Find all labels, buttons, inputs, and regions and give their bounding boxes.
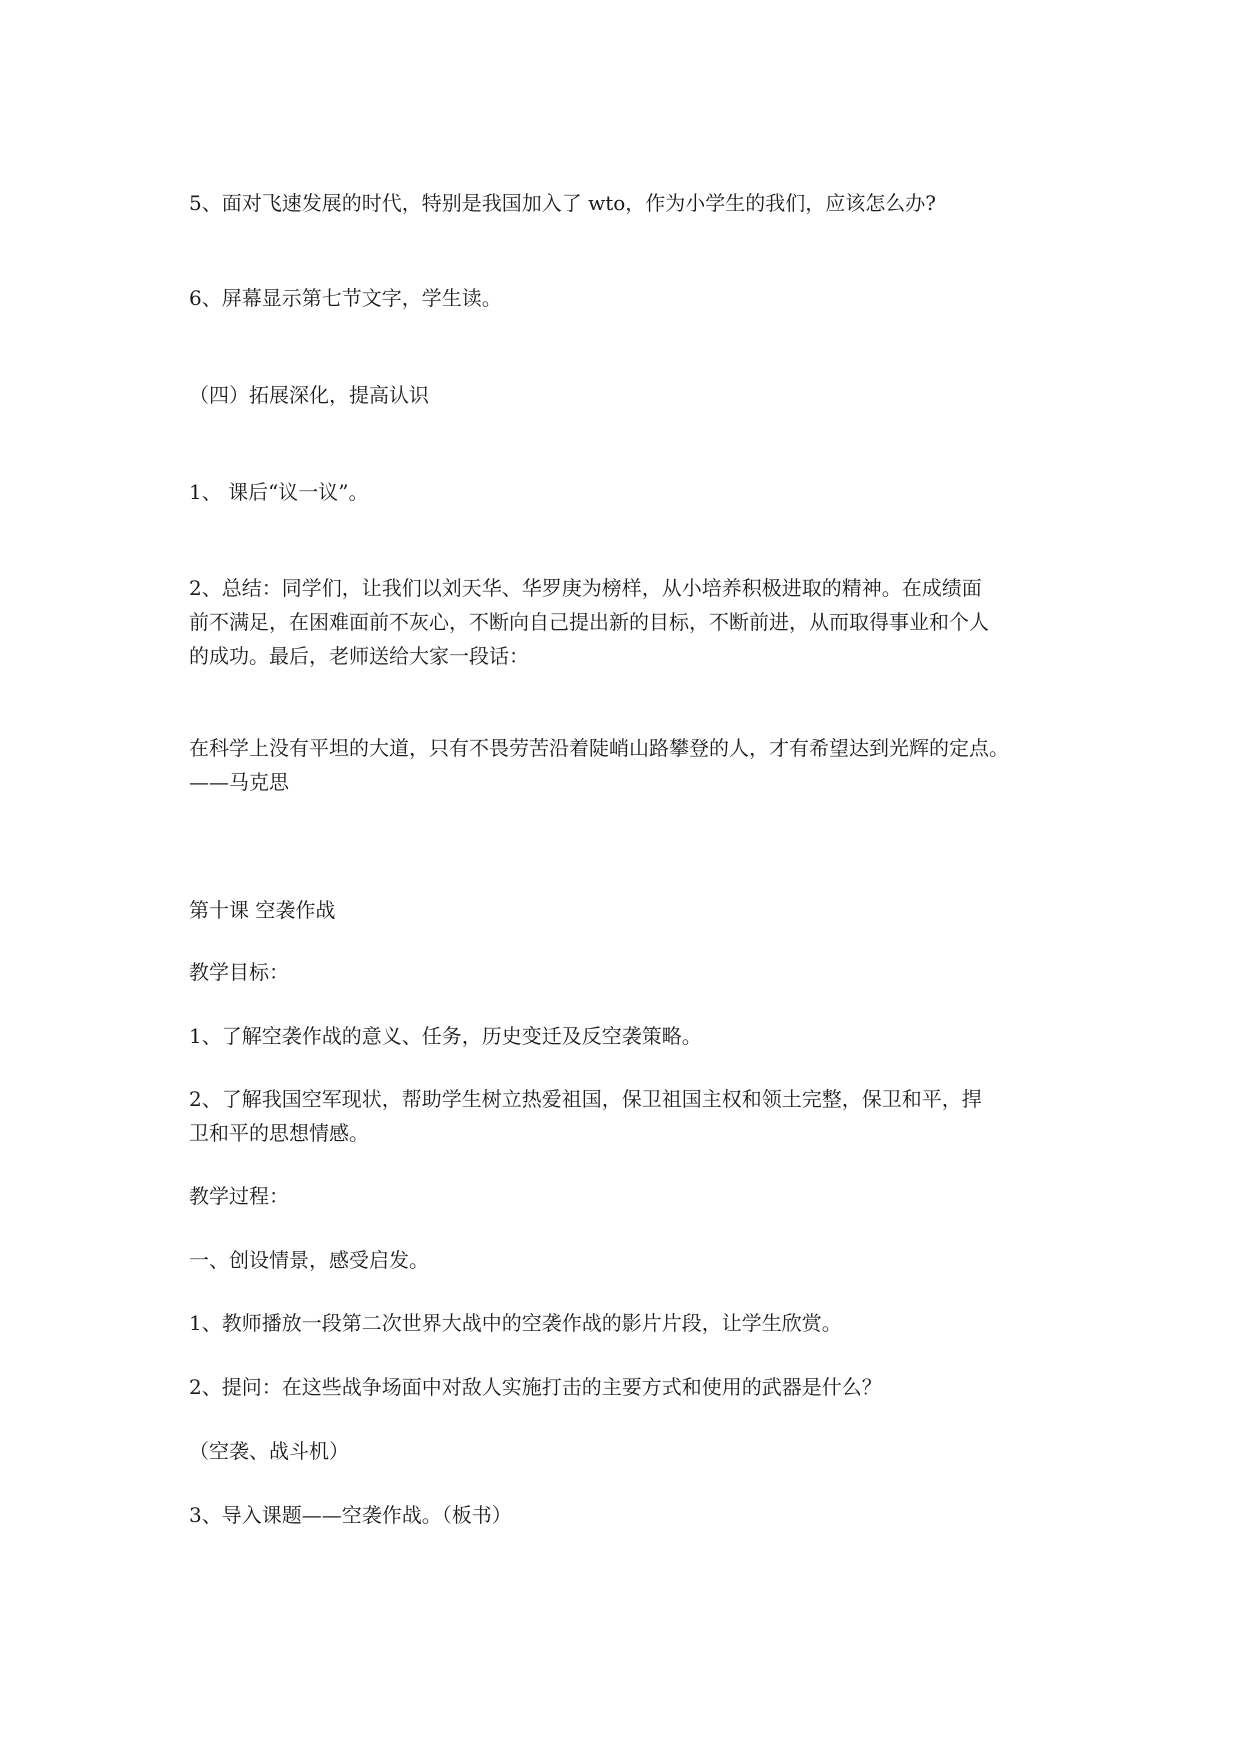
- goal-2-line-2: 卫和平的思想情感。: [189, 1121, 369, 1145]
- quote-author: ——马克思: [189, 770, 289, 794]
- goal-2: [189, 1082, 1064, 1150]
- item-6-text: 6、屏幕显示第七节文字，学生读。: [189, 286, 502, 310]
- section-heading-4: （四）拓展深化，提高认识: [189, 383, 429, 407]
- item-5-text: 5、面对飞速发展的时代，特别是我国加入了 wto，作为小学生的我们，应该怎么办?: [189, 191, 937, 215]
- goal-2-line-1: 2、了解我国空军现状，帮助学生树立热爱祖国，保卫祖国主权和领土完整，保卫和平，捍: [189, 1087, 982, 1111]
- summary-line-3: 的成功。最后，老师送给大家一段话：: [189, 644, 529, 668]
- step-1-item-2: 2、提问：在这些战争场面中对敌人实施打击的主要方式和使用的武器是什么？: [189, 1375, 882, 1399]
- quote-text: 在科学上没有平坦的大道，只有不畏劳苦沿着陡峭山路攀登的人，才有希望达到光辉的定点。: [189, 736, 1009, 760]
- step-1-answer: （空袭、战斗机）: [189, 1439, 349, 1463]
- sub-item-1: 1、 课后“议一议”。: [189, 480, 369, 504]
- lesson-title: 第十课 空袭作战: [189, 898, 336, 922]
- summary-line-2: 前不满足，在困难面前不灰心，不断向自己提出新的目标，不断前进，从而取得事业和个人: [189, 610, 989, 634]
- goal-1: 1、了解空袭作战的意义、任务，历史变迁及反空袭策略。: [189, 1024, 702, 1048]
- step-1-item-1: 1、教师播放一段第二次世界大战中的空袭作战的影片片段，让学生欣赏。: [189, 1311, 842, 1335]
- quote-block: [189, 731, 1064, 799]
- goals-heading: 教学目标：: [189, 960, 289, 984]
- summary-paragraph: [189, 571, 1064, 673]
- summary-line-1: 2、总结：同学们，让我们以刘天华、华罗庚为榜样，从小培养积极进取的精神。在成绩面: [189, 576, 982, 600]
- process-heading: 教学过程：: [189, 1184, 289, 1208]
- step-1-item-3: 3、导入课题——空袭作战。（板书）: [189, 1503, 512, 1527]
- step-1-heading: 一、创设情景，感受启发。: [189, 1248, 429, 1272]
